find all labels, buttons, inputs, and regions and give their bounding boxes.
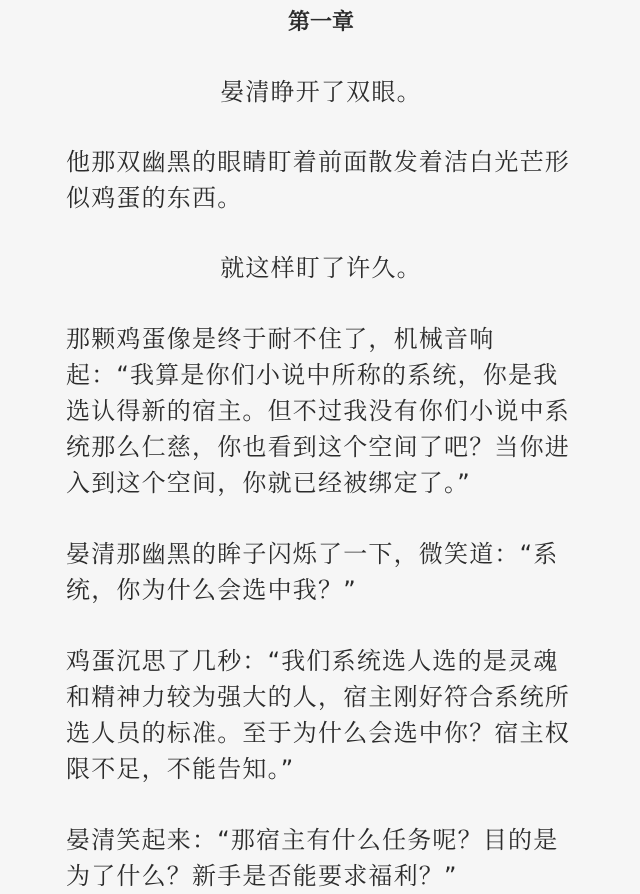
paragraph-2: 他那双幽黑的眼睛盯着前面散发着洁白光芒形似鸡蛋的东西。 — [66, 148, 570, 212]
paragraph-1: 晏清睁开了双眼。 — [220, 78, 422, 106]
paragraph-6: 鸡蛋沉思了几秒：“我们系统选人选的是灵魂和精神力较为强大的人，宿主刚好符合系统所选人员的标准。至于为什么会选中你？宿主权限不足，不能告知。” — [66, 647, 570, 783]
paragraph-3: 就这样盯了许久。 — [220, 254, 422, 282]
paragraph-7: 晏清笑起来：“那宿主有什么任务呢？目的是为了什么？新手是否能要求福利？” — [66, 826, 559, 890]
chapter-title: 第一章 — [287, 10, 354, 35]
paragraph-4: 那颗鸡蛋像是终于耐不住了，机械音响起：“我算是你们小说中所称的系统，你是我选认得新的宿主。但不过我没有你们小说中系统那么仁慈，你也看到这个空间了吧？当你进入到这个空间，你就已经被绑定了。” — [66, 325, 570, 497]
paragraph-5: 晏清那幽黑的眸子闪烁了一下，微笑道：“系统，你为什么会选中我？” — [66, 540, 559, 604]
